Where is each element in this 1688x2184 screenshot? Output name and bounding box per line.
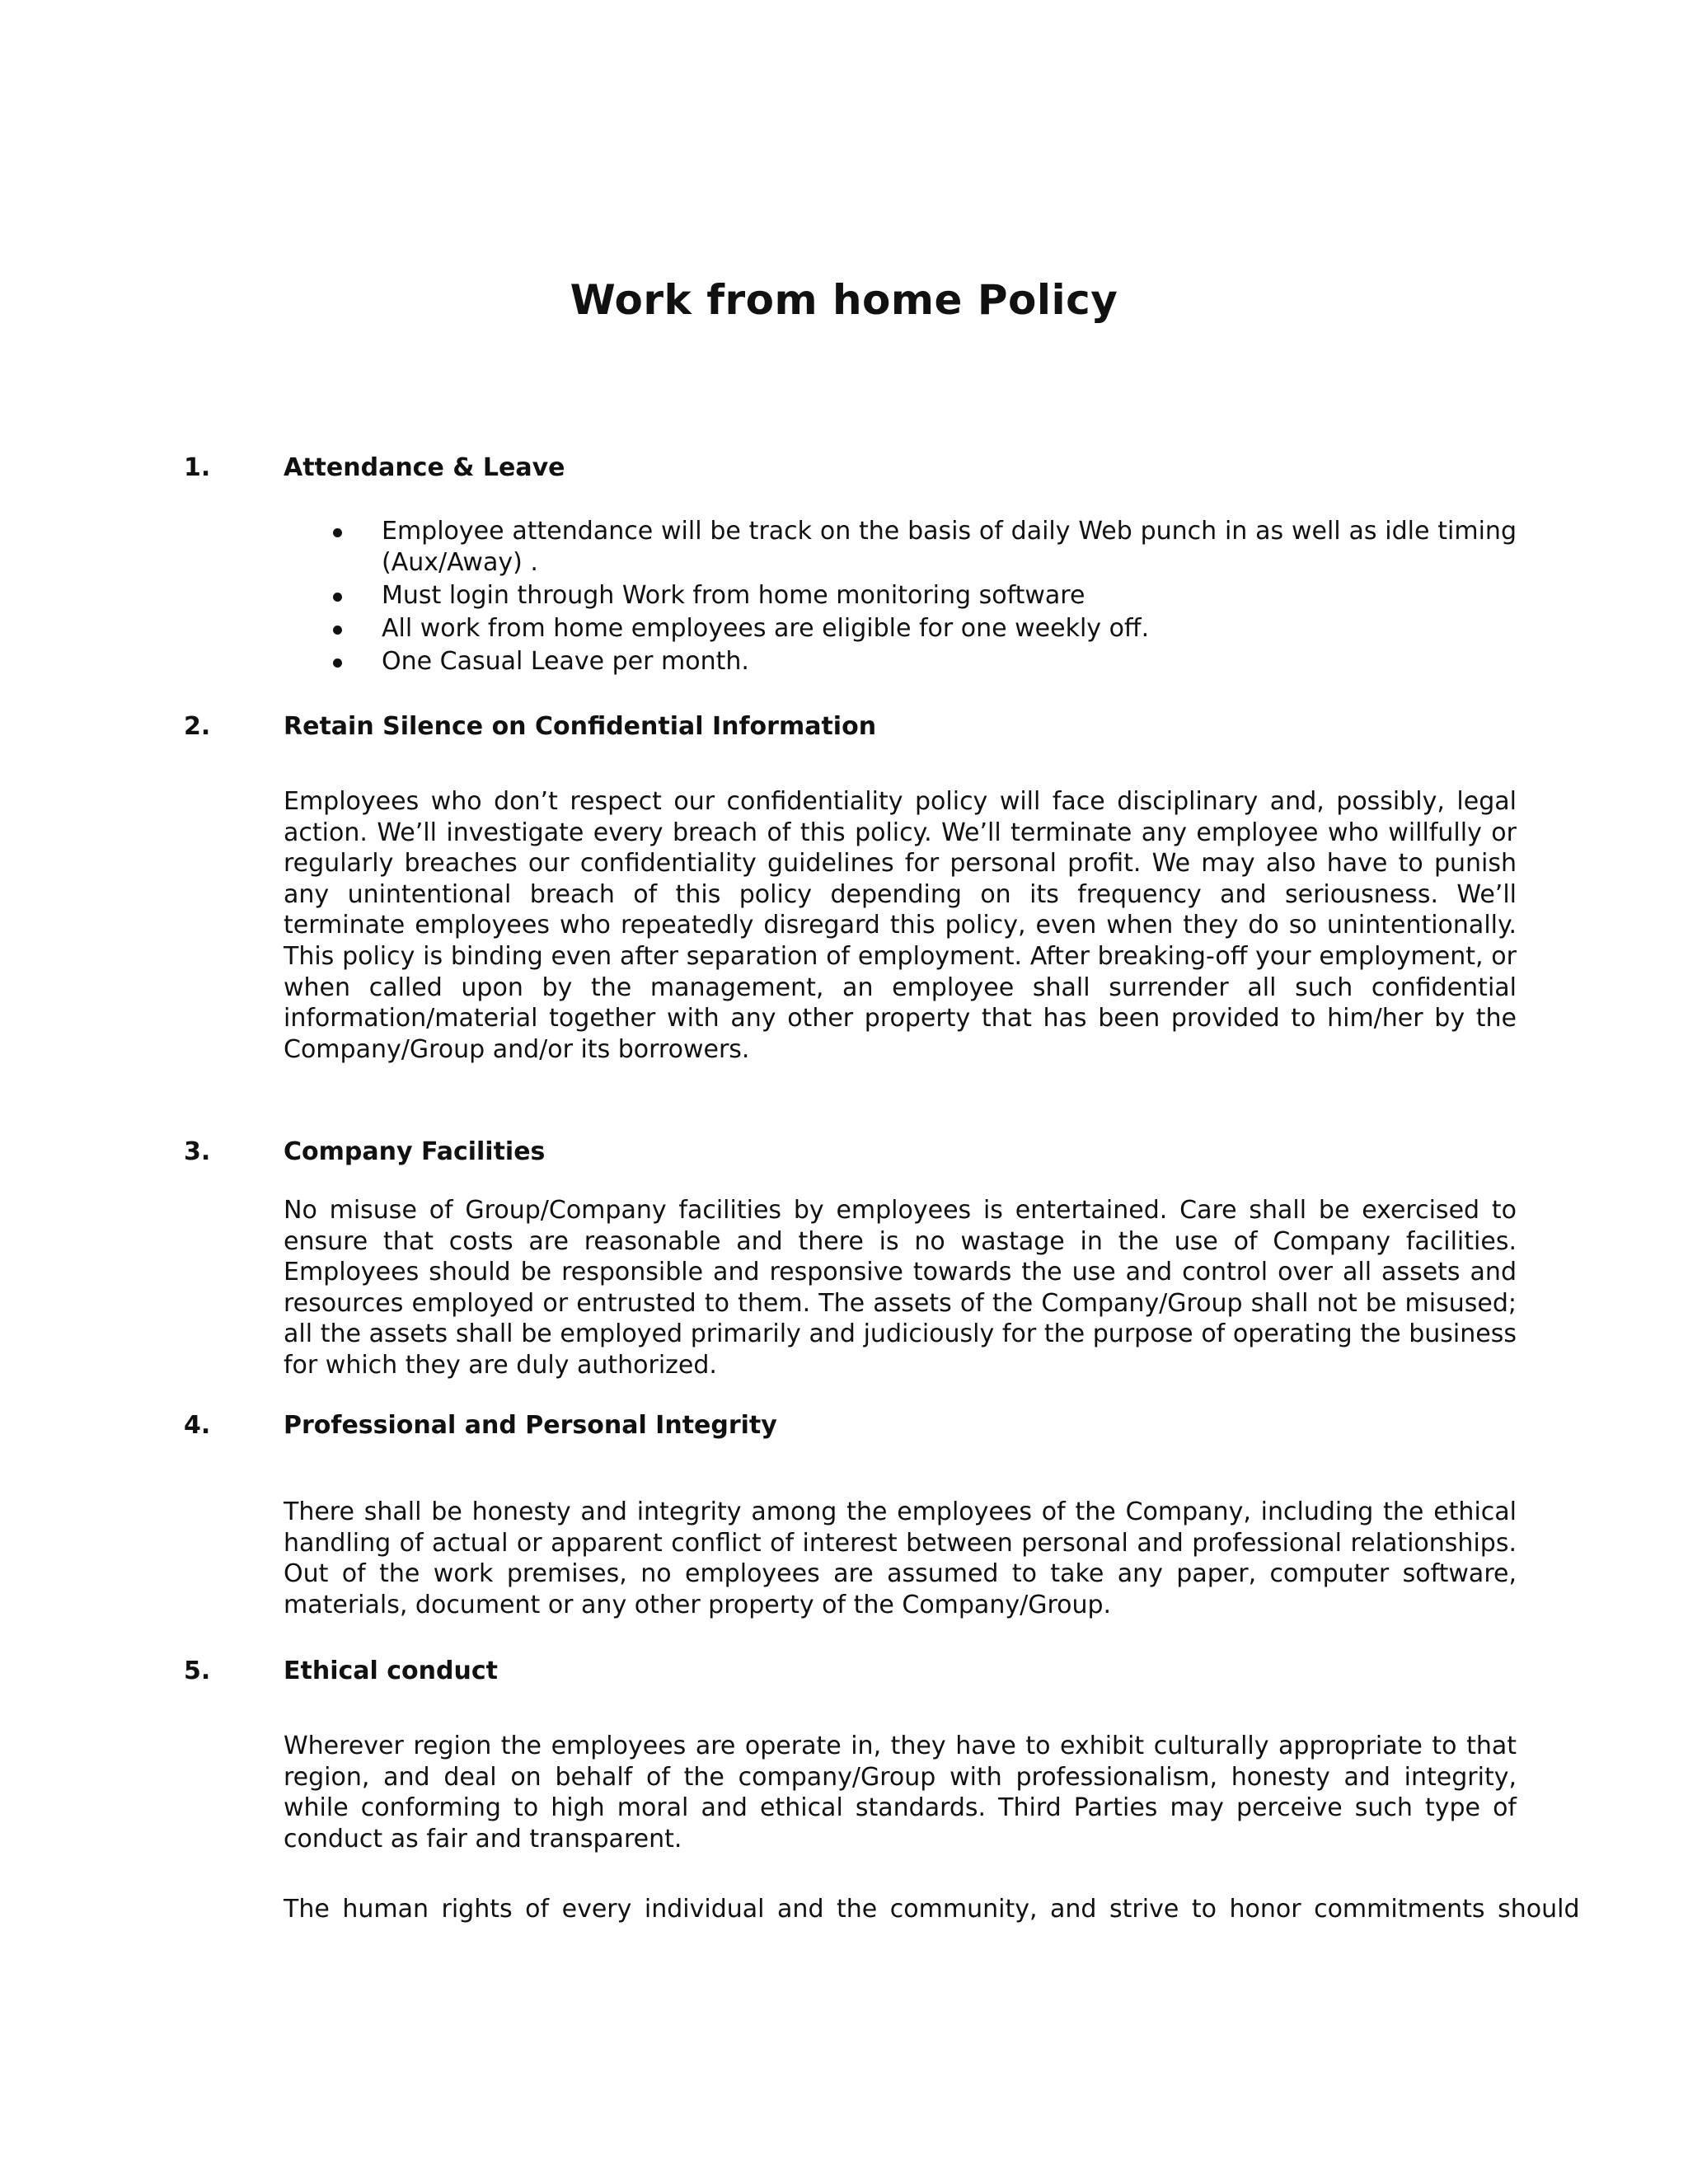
section-number: 1.: [184, 453, 211, 482]
facilities-paragraph: No misuse of Group/Company facilities by employees is entertained. Care shall be exercised to ensure that costs are reasonable and there is no wastage in the use of Company facilities. Employees should be responsible and responsive towards the use and control over all assets and resources employed or entrusted to them. The assets of the Company/Group shall not be misused; all the assets shall be employed primarily and judiciously for the purpose of operating the business for which they are duly authorized.: [284, 1196, 1517, 1380]
section-number: 4.: [184, 1411, 211, 1440]
page-title: Work from home Policy: [570, 276, 1118, 324]
bullet-item: One Casual Leave per month.: [284, 646, 1517, 677]
section-number: 3.: [184, 1137, 211, 1166]
section-heading-confidential: Retain Silence on Confidential Information: [284, 712, 877, 741]
bullet-item: Must login through Work from home monitoring software: [284, 580, 1517, 612]
section-number: 2.: [184, 712, 211, 741]
attendance-bullet-list: [284, 516, 1517, 679]
bullet-item: All work from home employees are eligible for one weekly off.: [284, 613, 1517, 644]
confidentiality-paragraph: Employees who don’t respect our confidentiality policy will face disciplinary and, possibly, legal action. We’ll investigate every breach of this policy. We’ll terminate any employee who willfully or regularly breaches our confidentiality guidelines for personal profit. We may also have to punish any unintentional breach of this policy depending on its frequency and seriousness. We’ll terminate employees who repeatedly disregard this policy, even when they do so unintentionally. This policy is binding even after separation of employment. After breaking-off your employment, or when called upon by the management, an employee shall surrender all such confidential information/material together with any other property that has been provided to him/her by the Company/Group and/or its borrowers.: [284, 787, 1517, 1064]
section-heading-ethical: Ethical conduct: [284, 1657, 498, 1685]
section-heading-facilities: Company Facilities: [284, 1137, 546, 1166]
ethical-paragraph: Wherever region the employees are operate in, they have to exhibit culturally appropriate to that region, and deal on behalf of the company/Group with professionalism, honesty and integrity, while conforming to high moral and ethical standards. Third Parties may perceive such type of conduct as fair and transparent.: [284, 1732, 1517, 1854]
integrity-paragraph: There shall be honesty and integrity among the employees of the Company, including the ethical handling of actual or apparent conflict of interest between personal and professional relationships. Out of the work premises, no employees are assumed to take any paper, computer software, materials, document or any other property of the Company/Group.: [284, 1497, 1517, 1619]
human-rights-paragraph: The human rights of every individual and the community, and strive to honor commitments should: [284, 1895, 1580, 1924]
section-heading-attendance: Attendance & Leave: [284, 453, 565, 482]
bullet-item: Employee attendance will be track on the basis of daily Web punch in as well as idle timing (Aux/Away) .: [284, 516, 1517, 579]
section-heading-integrity: Professional and Personal Integrity: [284, 1411, 777, 1440]
section-number: 5.: [184, 1657, 211, 1685]
